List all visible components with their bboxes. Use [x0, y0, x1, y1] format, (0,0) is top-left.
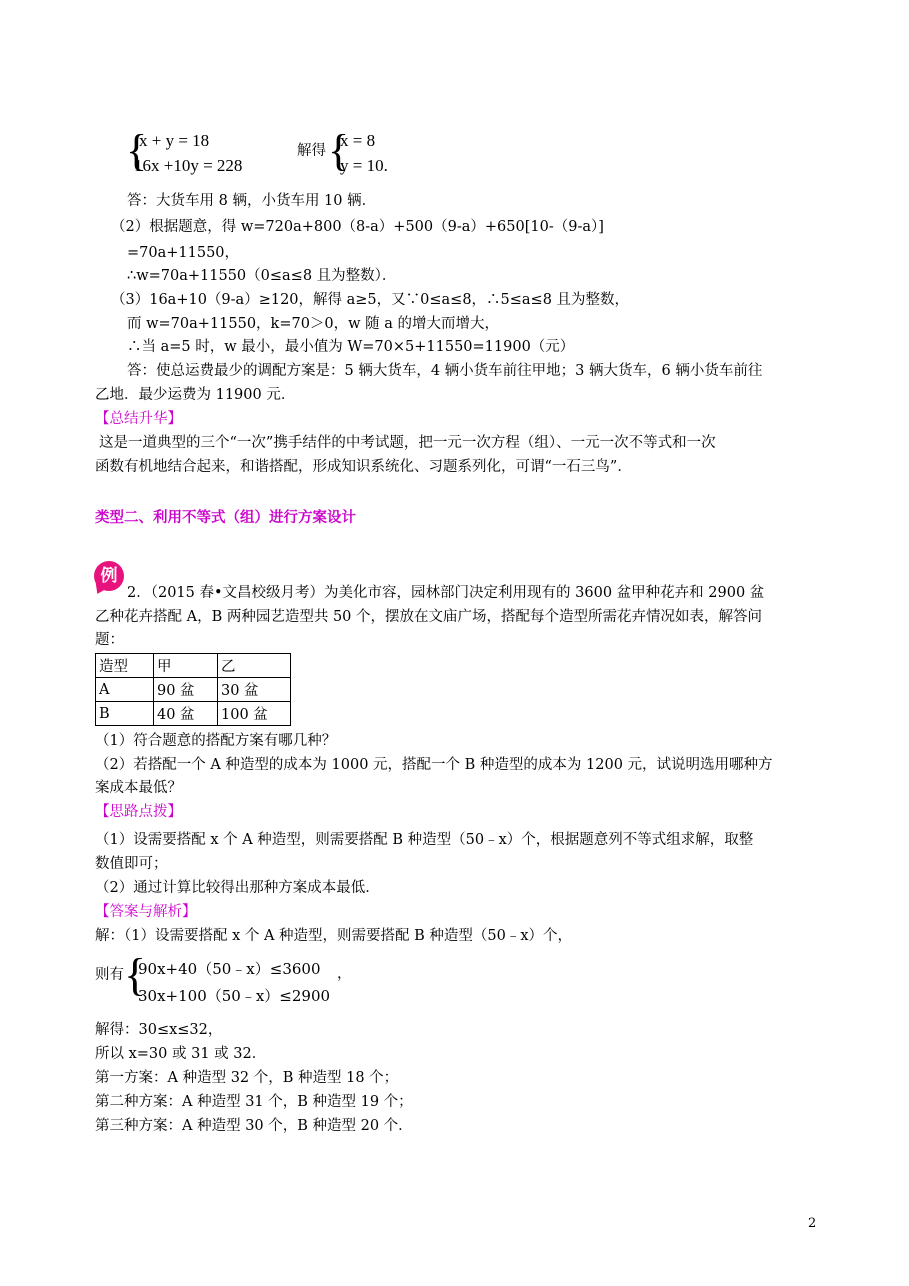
- system2-comma: ，: [337, 966, 352, 982]
- system1-eq1: x + y = 18: [139, 131, 210, 150]
- brace-system2: {: [124, 949, 147, 1000]
- problem-line: 乙种花卉搭配 A，B 两种园艺造型共 50 个，摆放在文庙广场，搭配每个造型所需花卉情况如表，解答问: [95, 609, 763, 625]
- section-title: 类型二、利用不等式（组）进行方案设计: [95, 510, 356, 526]
- answer-line: 第二种方案：A 种造型 31 个，B 种造型 19 个；: [95, 1094, 413, 1110]
- system2-ineq1: 90x+40（50﹣x）≤3600: [138, 960, 321, 978]
- text-line: ∴当 a=5 时，w 最小，最小值为 W=70×5+11550=11900（元）: [127, 339, 575, 355]
- system1-eq2: 16x +10y = 228: [134, 156, 243, 175]
- problem-line: 2．（2015 春•文昌校级月考）为美化市容，园林部门决定利用现有的 3600 盆甲种花卉和 2900 盆: [127, 585, 765, 601]
- table-cell: 90 盆: [154, 678, 218, 702]
- flower-table: [95, 653, 291, 726]
- summary-line: 函数有机地结合起来，和谐搭配，形成知识系统化、习题系列化，可谓“一石三鸟”．: [95, 459, 632, 475]
- hint-heading: 【思路点拨】: [95, 804, 182, 820]
- table-cell: A: [96, 678, 154, 702]
- table-row: [96, 702, 291, 726]
- text-line: ∴w=70a+11550（0≤a≤8 且为整数）．: [127, 268, 397, 284]
- hint-line: （2）通过计算比较得出那种方案成本最低．: [95, 880, 380, 896]
- system2-ineq2: 30x+100（50﹣x）≤2900: [138, 987, 331, 1005]
- solve-label: 解得: [297, 143, 326, 159]
- table-cell: 100 盆: [218, 702, 291, 726]
- question-line: （2）若搭配一个 A 种造型的成本为 1000 元，搭配一个 B 种造型的成本为 1200 元，试说明选用哪种方: [95, 757, 773, 773]
- summary-heading: 【总结升华】: [95, 411, 182, 427]
- question-line: （1）符合题意的搭配方案有哪几种？: [95, 733, 337, 749]
- answer-intro: 解：（1）设需要搭配 x 个 A 种造型，则需要搭配 B 种造型（50﹣x）个，: [95, 928, 573, 944]
- text-line: 乙地．最少运费为 11900 元．: [95, 387, 296, 403]
- problem-line: 题：: [95, 632, 124, 648]
- summary-line: 这是一道典型的三个“一次”携手结伴的中考试题，把一元一次方程（组）、一元一次不等式和一次: [99, 435, 716, 451]
- solution1-y: y = 10.: [340, 156, 388, 175]
- text-line: （3）16a+10（9-a）≥120，解得 a≥5，又∵0≤a≤8，∴5≤a≤8 且为整数，: [111, 292, 630, 308]
- system2-prefix: 则有: [95, 967, 124, 983]
- text-line: =70a+11550，: [127, 245, 240, 261]
- text-line: 答：使总运费最少的调配方案是：5 辆大货车，4 辆小货车前往甲地；3 辆大货车，6 辆小货车前往: [127, 363, 763, 379]
- answer-line: 第三种方案：A 种造型 30 个，B 种造型 20 个．: [95, 1118, 413, 1134]
- table-cell: B: [96, 702, 154, 726]
- example-badge: 例: [94, 561, 124, 591]
- table-cell: 40 盆: [154, 702, 218, 726]
- table-header: 造型: [96, 654, 154, 678]
- table-header: 乙: [218, 654, 291, 678]
- answer-line: 所以 x=30 或 31 或 32．: [95, 1046, 267, 1062]
- table-header-row: [96, 654, 291, 678]
- answer-line: 第一方案：A 种造型 32 个，B 种造型 18 个；: [95, 1070, 399, 1086]
- answer-heading: 【答案与解析】: [95, 904, 197, 920]
- table-cell: 30 盆: [218, 678, 291, 702]
- table-header: 甲: [154, 654, 218, 678]
- solution1-x: x = 8: [340, 131, 376, 150]
- answer-line: 解得：30≤x≤32，: [95, 1022, 223, 1038]
- text-line: 而 w=70a+11550，k=70＞0，w 随 a 的增大而增大，: [127, 316, 500, 332]
- hint-line: 数值即可；: [95, 856, 168, 872]
- brace-system1: {: [126, 126, 148, 175]
- question-line: 案成本最低？: [95, 780, 182, 796]
- text-line: （2）根据题意，得 w=720a+800（8-a）+500（9-a）+650[10-（9-a）]: [111, 219, 604, 235]
- text-line: 答：大货车用 8 辆，小货车用 10 辆．: [127, 193, 377, 209]
- page-number: 2: [808, 1216, 817, 1231]
- table-row: [96, 678, 291, 702]
- brace-solution1: {: [328, 126, 350, 175]
- hint-line: （1）设需要搭配 x 个 A 种造型，则需要搭配 B 种造型（50﹣x）个，根据题意列不等式组求解，取整: [95, 832, 754, 848]
